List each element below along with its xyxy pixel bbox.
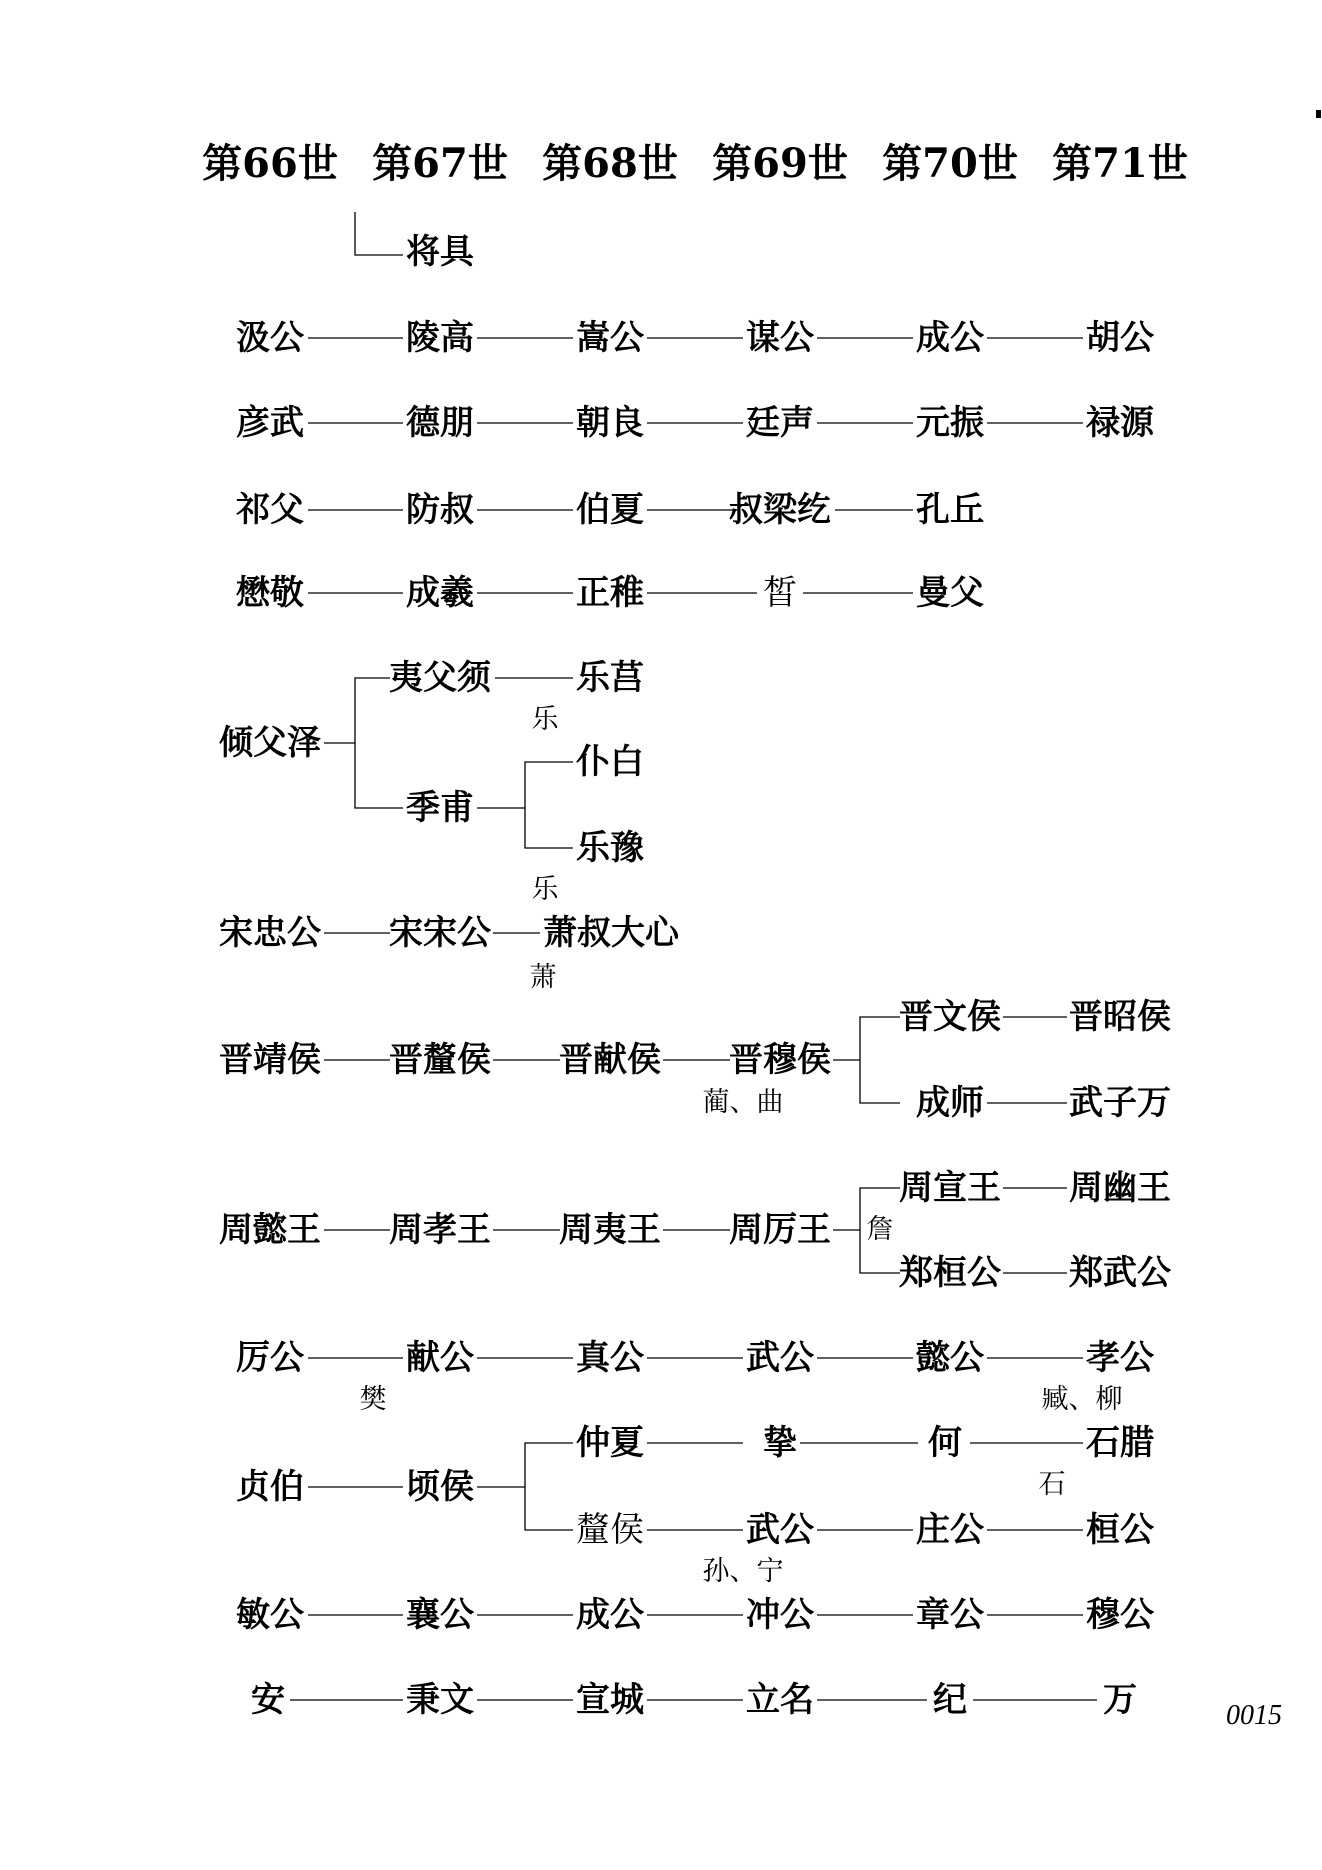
person: 汲公: [236, 318, 304, 358]
person-shulianghe: 叔梁纥: [729, 490, 831, 530]
person: 元振: [916, 403, 984, 443]
person: 晋献侯: [559, 1040, 661, 1080]
person: 朝良: [576, 403, 644, 443]
person: 晋昭侯: [1069, 997, 1171, 1037]
person: 周幽王: [1069, 1168, 1171, 1208]
person: 挚: [763, 1423, 797, 1463]
person: 祁父: [236, 490, 304, 530]
person: 成师: [916, 1083, 984, 1123]
person-kongqiu: 孔丘: [916, 490, 984, 530]
person: 成公: [916, 318, 984, 358]
person: 防叔: [406, 490, 474, 530]
person: 厉公: [236, 1338, 304, 1378]
person: 成羲: [406, 573, 474, 613]
person: 萧叔大心: [543, 913, 679, 953]
person: 顷侯: [406, 1467, 474, 1507]
header-gen-66: 第66世: [202, 140, 338, 187]
person: 武子万: [1069, 1083, 1171, 1123]
person: 倾父泽: [219, 723, 321, 763]
person: 成公: [576, 1595, 644, 1635]
person: 冲公: [746, 1595, 814, 1635]
person: 懿公: [916, 1338, 984, 1378]
person: 穆公: [1086, 1595, 1154, 1635]
person: 真公: [576, 1338, 644, 1378]
surname-note: 萧: [529, 962, 557, 993]
person: 禄源: [1086, 403, 1154, 443]
surname-note: 乐: [531, 874, 559, 905]
person: 万: [1103, 1680, 1137, 1720]
person: 季甫: [406, 788, 474, 828]
person: 晋靖侯: [219, 1040, 321, 1080]
person: 桓公: [1086, 1510, 1154, 1550]
person: 武公: [746, 1510, 814, 1550]
person: 孝公: [1086, 1338, 1154, 1378]
person: 石腊: [1086, 1423, 1154, 1463]
header-gen-67: 第67世: [372, 140, 508, 187]
surname-note: 孙、宁: [702, 1556, 784, 1587]
person: 郑桓公: [899, 1253, 1001, 1293]
person: 周懿王: [219, 1210, 321, 1250]
person: 武公: [746, 1338, 814, 1378]
person: 廷声: [746, 403, 814, 443]
person: 襄公: [406, 1595, 474, 1635]
person: 宣城: [576, 1680, 644, 1720]
person: 胡公: [1086, 318, 1154, 358]
person: 仆白: [576, 742, 644, 782]
header-gen-68: 第68世: [542, 140, 678, 187]
person: 正稚: [576, 573, 644, 613]
person: 曼父: [916, 573, 984, 613]
person: 庄公: [916, 1510, 984, 1550]
person: 嵩公: [576, 318, 644, 358]
person: 敏公: [236, 1595, 304, 1635]
person: 皙: [763, 573, 797, 613]
person: 献公: [406, 1338, 474, 1378]
person: 周宣王: [899, 1168, 1001, 1208]
person: 周夷王: [559, 1210, 661, 1250]
person: 夷父须: [389, 658, 491, 698]
person: 谋公: [746, 318, 814, 358]
person: 仲夏: [576, 1423, 644, 1463]
person: 陵高: [406, 318, 474, 358]
person: 德朋: [406, 403, 474, 443]
header-gen-71: 第71世: [1052, 140, 1188, 187]
person: 懋敬: [236, 573, 304, 613]
surname-note: 臧、柳: [1041, 1384, 1123, 1415]
person: 何: [928, 1423, 962, 1463]
person: 周厉王: [729, 1210, 831, 1250]
person: 宋宋公: [389, 913, 491, 953]
person: 贞伯: [236, 1467, 304, 1507]
surname-note: 詹: [866, 1214, 894, 1245]
person: 周孝王: [389, 1210, 491, 1250]
person: 晋穆侯: [729, 1040, 831, 1080]
person: 彦武: [236, 403, 304, 443]
page-number: 0015: [1226, 1700, 1282, 1731]
person: 晋文侯: [899, 997, 1001, 1037]
surname-note: 石: [1038, 1469, 1066, 1500]
person: 郑武公: [1069, 1253, 1171, 1293]
person: 乐豫: [576, 828, 644, 868]
person: 纪: [933, 1680, 967, 1720]
header-gen-70: 第70世: [882, 140, 1018, 187]
person: 章公: [916, 1595, 984, 1635]
person: 秉文: [406, 1680, 474, 1720]
person: 伯夏: [576, 490, 644, 530]
person: 乐莒: [576, 658, 644, 698]
person: 立名: [746, 1680, 814, 1720]
person: 釐侯: [576, 1510, 644, 1550]
person: 晋釐侯: [389, 1040, 491, 1080]
person-jiangju: 将具: [406, 232, 474, 272]
person: 安: [251, 1680, 285, 1720]
surname-note: 蔺、曲: [702, 1087, 784, 1118]
surname-note: 樊: [359, 1384, 387, 1415]
person: 宋忠公: [219, 913, 321, 953]
header-gen-69: 第69世: [712, 140, 848, 187]
surname-note: 乐: [531, 704, 559, 735]
